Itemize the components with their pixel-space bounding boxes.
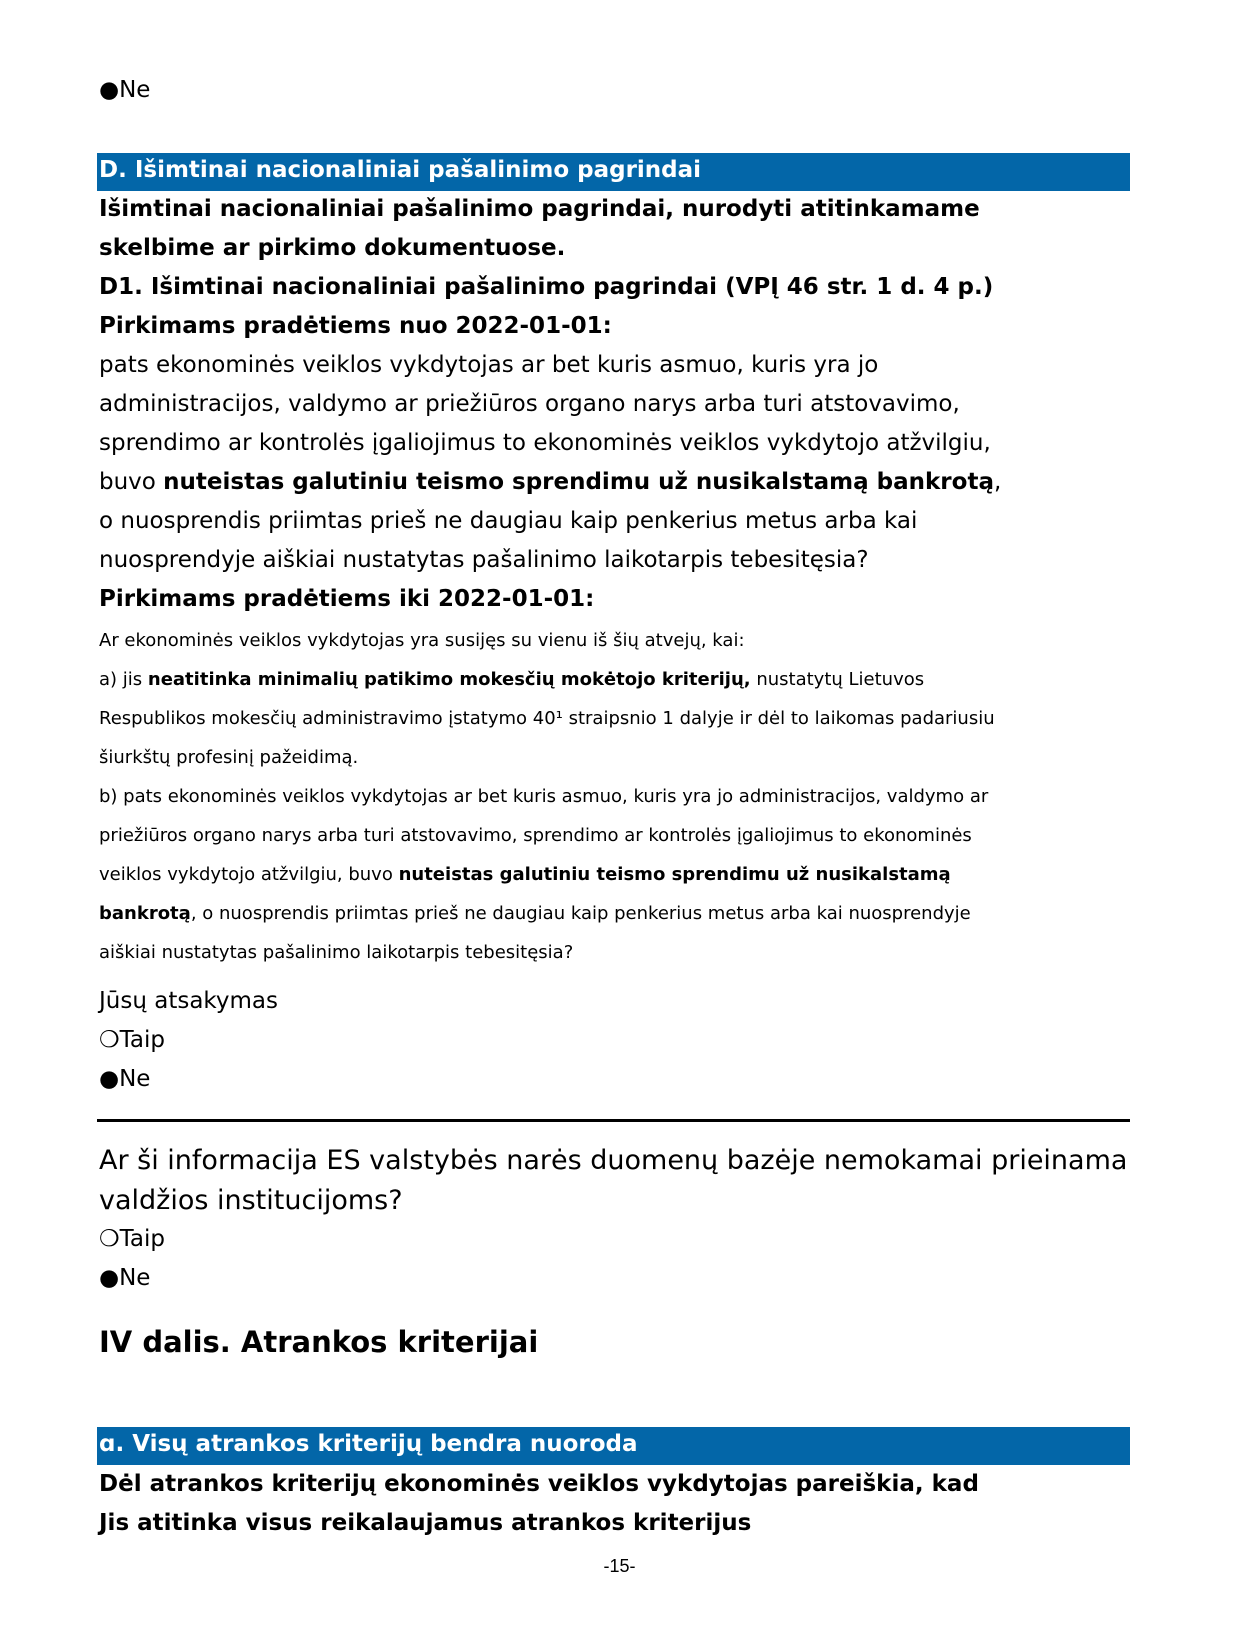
section-d-header-bar bbox=[97, 153, 1130, 191]
after-text-line3: sprendimo ar kontrolės įgaliojimus to ekonominės veiklos vykdytojo atžvilgiu, bbox=[99, 430, 991, 456]
before-text-line2-bold: neatitinka minimalių patikimo mokesčių mokėtojo kriterijų, bbox=[147, 669, 751, 690]
after-text-line1: pats ekonominės veiklos vykdytojas ar bet kuris asmuo, kuris yra jo bbox=[99, 352, 879, 378]
before-2022-label: Pirkimams pradėtiems iki 2022-01-01: bbox=[99, 586, 595, 612]
eu-db-question-line2: valdžios institucijoms? bbox=[99, 1185, 403, 1216]
before-text-line8-b: , o nuosprendis priimtas prieš ne daugiau kaip penkerius metus arba kai nuosprendyje bbox=[190, 903, 971, 924]
section-d-title: D. Išimtinai nacionaliniai pašalinimo pagrindai bbox=[99, 157, 702, 183]
before-text-line6: priežiūros organo narys arba turi atstovavimo, sprendimo ar kontrolės įgaliojimus to ekonominės bbox=[99, 825, 972, 846]
before-text-line2-a: a) jis bbox=[99, 669, 148, 690]
before-text-line7-a: veiklos vykdytojo atžvilgiu, buvo bbox=[99, 864, 399, 885]
after-2022-label: Pirkimams pradėtiems nuo 2022-01-01: bbox=[99, 313, 612, 339]
after-text-line4-c: , bbox=[993, 469, 1002, 495]
section-d-intro-line1: Išimtinai nacionaliniai pašalinimo pagrindai, nurodyti atitinkamame bbox=[99, 196, 980, 222]
eu-db-question-line1: Ar ši informacija ES valstybės narės duomenų bazėje nemokamai prieinama bbox=[99, 1145, 1128, 1176]
after-text-line4-bold: nuteistas galutiniu teismo sprendimu už nusikalstamą bankrotą bbox=[163, 469, 994, 495]
after-text-line4-a: buvo bbox=[99, 469, 164, 495]
before-text-line7 bbox=[99, 864, 951, 885]
selection-criteria-text-line2: Jis atitinka visus reikalaujamus atrankos kriterijus bbox=[99, 1510, 752, 1536]
eu-db-radio-ne[interactable]: ●Ne bbox=[99, 1265, 151, 1291]
before-text-line3: Respublikos mokesčių administravimo įstatymo 40¹ straipsnio 1 dalyje ir dėl to laikomas padariusiu bbox=[99, 708, 995, 729]
eu-db-radio-taip[interactable]: ❍Taip bbox=[99, 1226, 165, 1252]
radio-ne-selected[interactable]: ●Ne bbox=[99, 77, 151, 103]
answer-radio-ne[interactable]: ●Ne bbox=[99, 1066, 151, 1092]
before-text-line9: aiškiai nustatytas pašalinimo laikotarpis tebesitęsia? bbox=[99, 942, 574, 963]
after-text-line5: o nuosprendis priimtas prieš ne daugiau kaip penkerius metus arba kai bbox=[99, 508, 918, 534]
page-number: -15- bbox=[603, 1556, 636, 1576]
before-text-line2 bbox=[99, 669, 924, 690]
answer-radio-taip[interactable]: ❍Taip bbox=[99, 1027, 165, 1053]
after-text-line4 bbox=[99, 469, 1001, 495]
after-text-line6: nuosprendyje aiškiai nustatytas pašalinimo laikotarpis tebesitęsia? bbox=[99, 547, 869, 573]
answer-label: Jūsų atsakymas bbox=[99, 988, 279, 1014]
before-text-line8-bold: bankrotą bbox=[99, 903, 191, 924]
after-text-line2: administracijos, valdymo ar priežiūros organo narys arba turi atstovavimo, bbox=[99, 391, 960, 417]
divider-rule bbox=[97, 1119, 1130, 1122]
before-text-line1: Ar ekonominės veiklos vykdytojas yra susijęs su vienu iš šių atvejų, kai: bbox=[99, 630, 745, 651]
part-iv-heading: IV dalis. Atrankos kriterijai bbox=[99, 1325, 539, 1359]
before-text-line8 bbox=[99, 903, 971, 924]
before-text-line5: b) pats ekonominės veiklos vykdytojas ar bet kuris asmuo, kuris yra jo administracijos, valdymo ar bbox=[99, 786, 989, 807]
before-text-line7-bold: nuteistas galutiniu teismo sprendimu už nusikalstamą bbox=[398, 864, 951, 885]
d1-title: D1. Išimtinai nacionaliniai pašalinimo pagrindai (VPĮ 46 str. 1 d. 4 p.) bbox=[99, 274, 994, 300]
selection-criteria-text-line1: Dėl atrankos kriterijų ekonominės veiklos vykdytojas pareiškia, kad bbox=[99, 1471, 979, 1497]
selection-criteria-header-bar bbox=[97, 1427, 1130, 1465]
before-text-line2-c: nustatytų Lietuvos bbox=[750, 669, 925, 690]
selection-criteria-title: ɑ. Visų atrankos kriterijų bendra nuoroda bbox=[99, 1431, 638, 1457]
before-text-line4: šiurkštų profesinį pažeidimą. bbox=[99, 747, 359, 768]
section-d-intro-line2: skelbime ar pirkimo dokumentuose. bbox=[99, 235, 566, 261]
